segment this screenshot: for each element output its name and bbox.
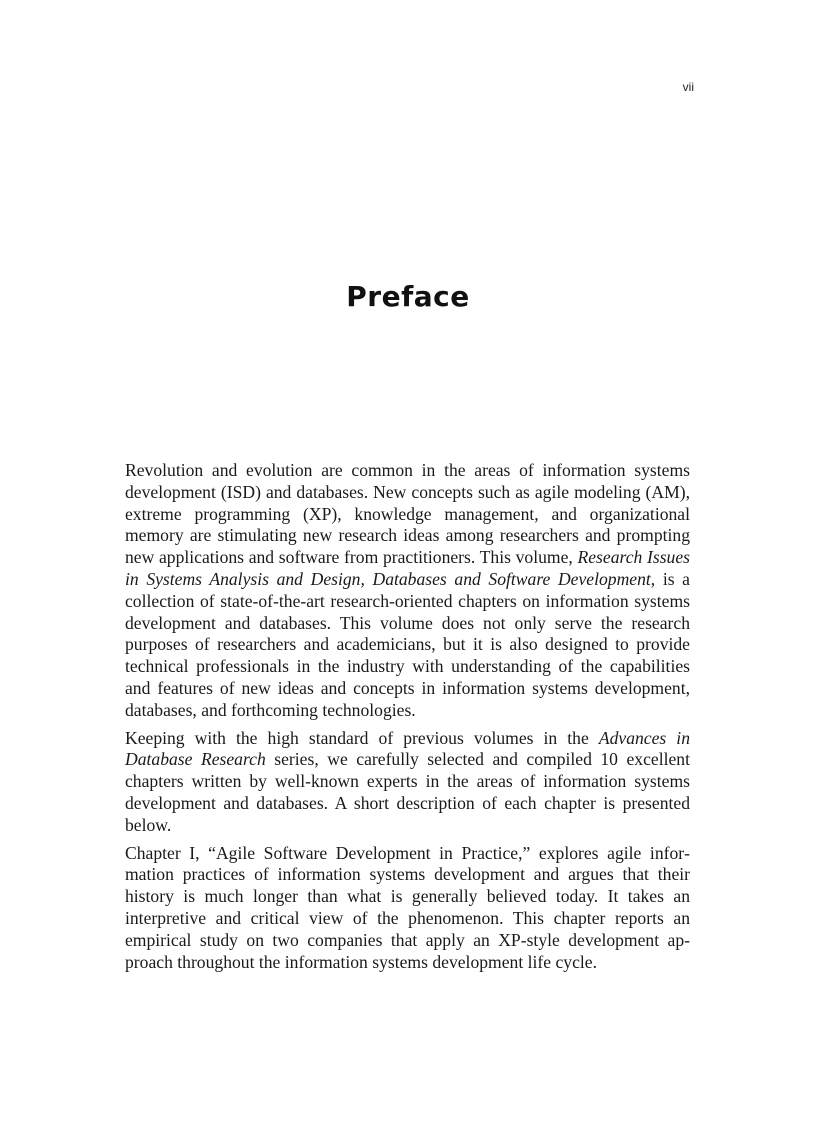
page-number: vii: [682, 80, 694, 94]
paragraph-2-text-a: Keeping with the high standard of previous volumes in the: [125, 727, 599, 748]
paragraph-3-text: Chapter I, “Agile Software Development in Practice,” explores agile information practices of information systems development and argues that their history is much longer than what is generally believed today. It takes an interpretive and critical view of the phenomenon. This chapter reports an empirical study on two companies that apply an XP-style development approach throughout the information systems development life cycle.: [125, 842, 690, 972]
paragraph-2: [125, 728, 690, 837]
paragraph-2-text-b: series, we carefully selected and compiled 10 excellent chapters written by well-known experts in the areas of information systems development and databases. A short description of each chapter is presented below.: [125, 749, 690, 835]
preface-body: [125, 460, 690, 979]
paragraph-1: [125, 460, 690, 722]
volume-title: Research Issues in Systems Analysis and Design, Databases and Software Development: [125, 547, 691, 589]
paragraph-1-text-b: , is a collection of state-of-the-art research-oriented chapters on information systems development and databases. This volume does not only serve the research purposes of researchers and academicians, but it is also designed to provide technical professionals in the industry with understanding of the capabilities and features of new ideas and concepts in information systems development, databases, and forthcoming technologies.: [125, 568, 690, 720]
page-title: Preface: [346, 280, 470, 313]
paragraph-1-text-a: Revolution and evolution are common in the areas of information systems development (ISD) and databases. New concepts such as agile modeling (AM), extreme programming (XP), knowledge management, and organizational memory are stimulating new research ideas among researchers and prompting new applications and software from practitioners. This volume,: [125, 460, 690, 568]
paragraph-3: [125, 843, 690, 974]
series-title: Advances in Database Research: [125, 727, 690, 770]
